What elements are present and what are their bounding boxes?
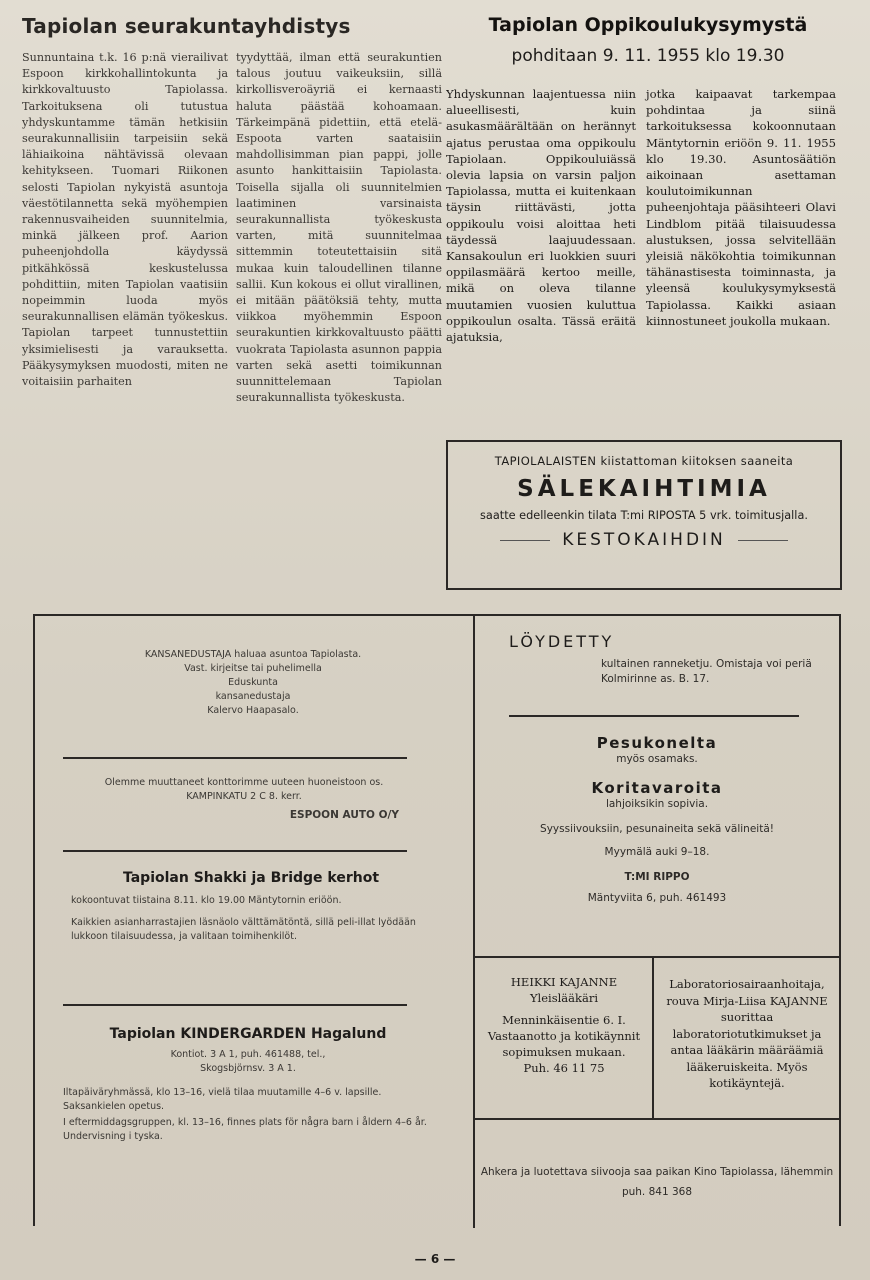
ad-chess-bridge [71,870,431,944]
advertisements-frame [33,614,841,1226]
divider-line [63,850,407,852]
ad-text: Kaikkien asianharrastajien läsnäolo välttämätöntä, sillä peli-illat lyödään lukkoon tilaisuudessa, ja valitaan toimihenkilöt. [71,917,416,942]
ad-signature: ESPOON AUTO O/Y [289,809,399,821]
ad-cleaner-wanted [479,1162,835,1202]
article-column-1 [22,50,228,406]
ad-subtext: lahjoiksikin sopivia. [605,798,709,810]
ad-text: kokoontuvat tiistaina 8.11. klo 19.00 Mäntytornin eriöön. [71,895,342,906]
ad-line: Kalervo Haapasalo. [207,705,299,716]
divider-line [652,956,654,1120]
article-seurakuntayhdistys [22,14,442,594]
divider-line [63,1004,407,1006]
ad-address: Menninkäisentie 6. I. [502,1013,626,1027]
divider-line [473,1118,841,1120]
ad-line: Vast. kirjeitse tai puhelimella [184,663,322,674]
divider-line [473,956,841,958]
ad-intro-line: TAPIOLALAISTEN kiistattoman kiitoksen saaneita [494,454,794,468]
ad-heading: Pesukonelta [596,734,718,752]
divider-line [63,757,407,759]
divider-line [738,540,788,541]
ad-found-item [473,632,841,687]
ad-subtext: myös osamaks. [616,753,698,765]
ad-tmi-rippo [473,734,841,906]
ad-text: Olemme muuttaneet konttorimme uuteen huoneistoon os. KAMPINKATU 2 C 8. kerr. [104,777,384,802]
ad-title: Tapiolan Shakki ja Bridge kerhot [122,870,380,886]
ad-title: LÖYDETTY [509,632,615,651]
article-text: Yhdyskunnan laajentuessa niin alueellisesti, kuin asukasmäärältään on herännyt ajatus perustaa oma oppikoulu Tapiolaan. Oppikouluiässä olevia lapsia on varsin paljon Tapiolassa, mutta ei kuitenkaan täysin riittävästi, jotta oppikoulu voisi aloittaa heti täydessä laajuudessaan. Kansakoulun eri luokkien suuri oppilasmäärä kertoo meille, mikä on oleva tilanne muutamien vuosien kuluttua oppikoulun osalta. Tässä eräitä ajatuksia, [446,87,636,345]
article-oppikoulu [446,14,850,434]
ad-hours: Myymälä auki 9–18. [604,846,710,858]
ad-laboratory-nurse [659,976,835,1092]
ad-text: Vastaanotto ja kotikäynnit sopimuksen mukaan. [487,1029,641,1059]
ad-line: KANSANEDUSTAJA haluaa asuntoa Tapiolasta. [144,649,362,660]
ad-doctor-name: HEIKKI KAJANNE [510,975,618,989]
article-title: Tapiolan Oppikoulukysymystä [488,14,808,36]
ad-body: saatte edelleenkin tilata T:mi RIPOSTA 5 vrk. toimitusjalla. [480,509,808,522]
ad-headline: SÄLEKAIHTIMIA [517,476,771,502]
article-column-2 [646,86,836,345]
article-text: Sunnuntaina t.k. 16 p:nä vierailivat Espoon kirkkohallintokunta ja kirkkovaltuusto Tapiolassa. Tarkoituksena oli tutustua yhdyskuntamme tämän hetkisiin seurakunnallisiin tarpeisiin sekä lähiaikoina nähtävissä olevaan kehitykseen. Tuomari Riikonen selosti Tapiolan nykyistä asuntoja väestötilannetta sekä myöhempien rakennusvaiheiden suunnitelmia, minkä jälkeen prof. Aarion puheenjohdolla käydyssä pitkähkössä keskustelussa pohdittiin, miten Tapiolan vaatisiin nopeimmin luoda myös seurakunnallisen elämän työkeskus. Tapiolan tarpeet tunnustettiin yksimielisesti ja varauksetta. Pääkysymyksen muodosti, miten ne voitaisiin parhaiten [22,51,228,389]
ad-mp-housing [43,648,463,718]
article-columns [446,86,850,345]
article-text: jotka kaipaavat tarkempaa pohdintaa ja siinä tarkoituksessa kokoonnutaan Mäntytornin eriöön 9. 11. 1955 klo 19.30. Asuntosäätiön aikoinaan asettaman koulutoimikunnan puheenjohtaja pääsihteeri Olavi Lindblom pitää tilaisuudessa alustuksen, jossa selvitellään yleisiä näkökohtia toimikunnan tähänastisesta toiminnasta, ja yleensä koulukysymyksestä Tapiolassa. Kaikki asiaan kiinnostuneet joukolla mukaan. [646,87,836,328]
divider-line [500,540,550,541]
article-text: tyydyttää, ilman että seurakuntien talous joutuu vaikeuksiin, sillä kirkollisveroäyriä ei kernaasti haluta päästää kohoamaan. Tärkeimpänä pidettiin, että etelä-Espoota varten saataisiin mahdollisimman pian pappi, jolle asunto hankittaisiin Tapiolasta. Toisella sijalla oli suunnitelmien laatiminen varsinaista seurakunnallista työkeskusta varten, mitä suunnitelmaa sittemmin toteutettaisiin sitä mukaa kuin taloudellinen tilanne sallii. Kun kokous ei ollut virallinen, ei mitään päätöksiä tehty, mutta viikkoa myöhemmin Espoon seurakuntien kirkkovaltuusto päätti vuokrata Tapiolasta asunnon pappia varten sekä asetti toimikunnan suunnittelemaan Tapiolan seurakunnallista työkeskusta. [236,51,442,405]
ad-text: kultainen ranneketju. Omistaja voi periä Kolmirinne as. B. 17. [601,658,812,685]
ad-line: Skogsbjörnsv. 3 A 1. [200,1063,296,1074]
ad-kindergarden [63,1026,433,1144]
ad-text: Ahkera ja luotettava siivooja saa paikan Kino Tapiolassa, lähemmin puh. 841 368 [480,1166,834,1198]
ad-doctor-kajanne [479,974,649,1076]
blind-advertisement [446,440,842,590]
article-column-2 [236,50,442,406]
divider-line [509,715,799,717]
ad-doctor-title: Yleislääkäri [529,991,599,1005]
ad-line: Eduskunta [228,677,278,688]
ad-line: kansanedustaja [215,691,291,702]
ad-espoon-auto [79,776,409,822]
ad-heading: Koritavaroita [591,779,723,797]
ad-line: Kontiot. 3 A 1, puh. 461488, tel., [170,1049,326,1060]
ad-phone: Puh. 46 11 75 [523,1061,605,1075]
ad-text: Laboratoriosairaanhoitaja, rouva Mirja-Liisa KAJANNE suorittaa laboratoriotutkimukset ja antaa lääkärin määräämiä lääkeruiskeita. Myös kotikäyntejä. [666,977,828,1090]
page-number: — 6 — [414,1252,456,1266]
ad-text: Syyssiivouksiin, pesunaineita sekä välineitä! [540,823,774,835]
article-title: Tapiolan seurakuntayhdistys [22,14,351,38]
brand-row [466,530,822,550]
ad-title: Tapiolan KINDERGARDEN Hagalund [109,1026,387,1042]
article-column-1 [446,86,636,345]
ad-shop-name: T:MI RIPPO [624,871,690,883]
ad-brand: KESTOKAIHDIN [562,530,726,550]
article-subtitle: pohditaan 9. 11. 1955 klo 19.30 [511,46,785,66]
ad-text: I eftermiddagsgruppen, kl. 13–16, finnes plats för några barn i åldern 4–6 år. Undervisning i tyska. [63,1117,427,1142]
column-divider [473,616,475,1228]
ad-address: Mäntyviita 6, puh. 461493 [587,892,727,904]
article-columns [22,50,442,406]
ad-text: Iltapäiväryhmässä, klo 13–16, vielä tilaa muutamille 4–6 v. lapsille. Saksankielen opetus. [63,1087,382,1112]
